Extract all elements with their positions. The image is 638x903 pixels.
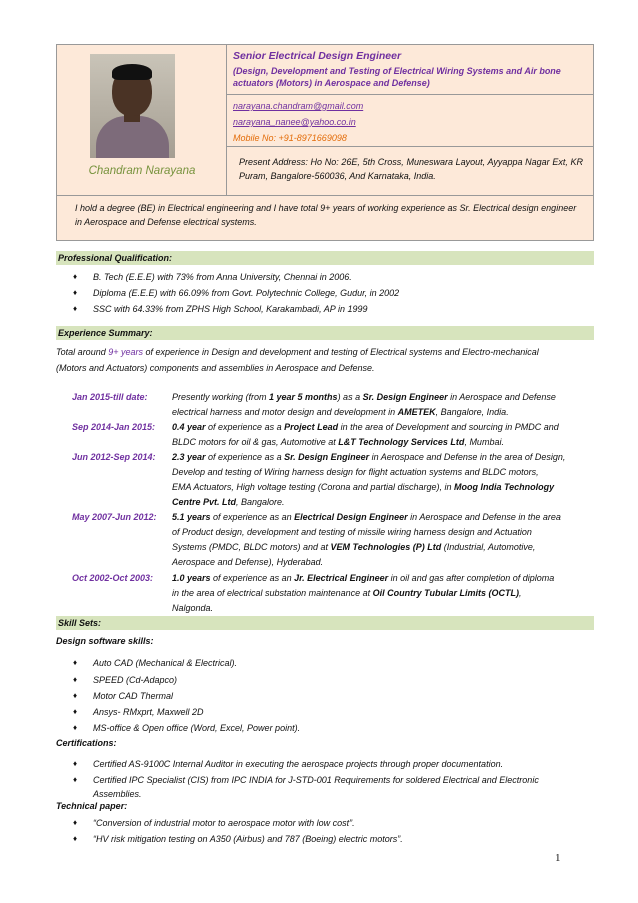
- bullet-icon: ♦: [73, 707, 78, 716]
- candidate-name: Chandram Narayana: [88, 165, 196, 177]
- qualification-heading: Professional Qualification:: [56, 251, 594, 265]
- profile-summary: I hold a degree (BE) in Electrical engineering and I have total 9+ years of working experience as Sr. Electrical design engineer in Aerospace and Defense electrical systems.: [57, 195, 593, 240]
- entry-date: May 2007-Jun 2012:: [72, 512, 157, 522]
- page-number: 1: [555, 852, 561, 864]
- bullet-icon: ♦: [73, 272, 78, 281]
- certifications-heading: Certifications:: [56, 738, 117, 748]
- technical-paper-heading: Technical paper:: [56, 801, 128, 811]
- bullet-icon: ♦: [73, 818, 78, 827]
- bullet-icon: ♦: [73, 658, 78, 667]
- skills-heading: Skill Sets:: [56, 616, 594, 630]
- bullet-icon: ♦: [73, 759, 78, 768]
- bullet-icon: ♦: [73, 834, 78, 843]
- contact-cell: [227, 95, 593, 147]
- design-skills-heading: Design software skills:: [56, 636, 154, 646]
- entry-description: 2.3 year of experience as a Sr. Design Engineer in Aerospace and Defense in the area of Design, Develop and testing of Wiring harness design for flight actuation systems and BLDC motors, EMA Actuators, High voltage testing (Corona and partial discharge), in Moog India Technology Centre Pvt. Ltd, Bangalore.: [172, 452, 566, 507]
- entry-description: 0.4 year of experience as a Project Lead in the area of Development and sourcing in PMDC and BLDC motors for oil & gas, Automotive at L&T Technology Services Ltd, Mumbai.: [172, 422, 559, 447]
- bullet-icon: ♦: [73, 304, 78, 313]
- bullet-icon: ♦: [73, 775, 78, 784]
- entry-date: Jan 2015-till date:: [72, 392, 148, 402]
- resume-page: Chandram Narayana Senior Electrical Design Engineer (Design, Development and Testing of Electrical Wiring Systems and Air bone actuators (Motors) in Aerospace and Defense) narayana.chandram@gmail.com narayana_nanee@yahoo.co.in Mobile No: +91-8971669098 Present Address: Ho No: 26E, 5th Cross, Muneswara Layout, Ayyappa Nagar Ext, KR Puram, Bangalore-560036, And Karnataka, India. I hold a degree (BE) in Electrical engineering and I have total 9+ years of working experience as Sr. Electrical design engineer in Aerospace and Defense electrical systems. Professional Qualification: ♦ B. Tech (E.E.E) with 73% from Anna University, Chennai in 2006. ♦ Diploma (E.E.E) with 66.09% from Govt. Polytechnic College, Gudur, in 2002 ♦ SSC with 64.33% from ZPHS High School, Karakambadi, AP in 1999 Experience Summary: Total around 9+ years of experience in Design and development and testing of Electrical systems and Electro-mechanical (Motors and Actuators) components and assemblies in Aerospace and Defense. Jan 2015-till date: Presently working (from 1 year 5 months) as a Sr. Design Engineer in Aerospace and Defense electrical harness and motor design and development in AMETEK, Bangalore, India. Sep 2014-Jan 2015: 0.4 year of experience as a Project Lead in the area of Development and sourcing in PMDC and BLDC motors for oil & gas, Automotive at L&T Technology Services Ltd, Mumbai. Jun 2012-Sep 2014: 2.3 year of experience as a Sr. Design Engineer in Aerospace and Defense in the area of Design, Develop and testing of Wiring harness design for flight actuation systems and BLDC motors, EMA Actuators, High voltage testing (Corona and partial discharge), in Moog India Technology Centre Pvt. Ltd, Bangalore. May 2007-Jun 2012: 5.1 years of experience as an Electrical Design Engineer in Aerospace and Defense in the area of Product design, development and testing of missile wiring harness design and Actuation Systems (PMDC, BLDC motors) and at VEM Technologies (P) Ltd (Industrial, Automotive, Aerospace and Defense), Hyderabad. Oct 2002-Oct 2003: 1.0 years of experience as an Jr. Electrical Engineer in oil and gas after completion of diploma in the area of electrical substation maintenance at Oil Country Tubular Limits (OCTL), Nalgonda. Skill Sets: Design software skills: ♦ Auto CAD (Mechanical & Electrical). ♦ SPEED (Cd-Adapco) ♦ Motor CAD Thermal ♦ Ansys- RMxprt, Maxwell 2D ♦ MS-office & Open office (Word, Excel, Power point). Certifications: ♦ Certified AS-9100C Internal Auditor in executing the aerospace projects through proper documentation. ♦ Certified IPC Specialist (CIS) from IPC INDIA for J-STD-001 Requirements for soldered Electrical and Electronic Assemblies. Technical paper: ♦ “Conversion of industrial motor to aerospace motor with low cost”. ♦ “HV risk mitigation testing on A350 (Airbus) and 787 (Boeing) electric motors”. 1: [0, 0, 638, 903]
- bullet-icon: ♦: [73, 675, 78, 684]
- entry-date: Sep 2014-Jan 2015:: [72, 422, 156, 432]
- photo-cell: [57, 45, 227, 195]
- entry-date: Jun 2012-Sep 2014:: [72, 452, 156, 462]
- profile-photo: [90, 54, 175, 158]
- bullet-icon: ♦: [73, 288, 78, 297]
- entry-description: 1.0 years of experience as an Jr. Electrical Engineer in oil and gas after completion of diploma in the area of electrical substation maintenance at Oil Country Tubular Limits (OCTL), Nalgonda.: [172, 573, 555, 613]
- title-cell: [227, 45, 593, 95]
- job-title: Senior Electrical Design Engineer: [233, 50, 402, 62]
- experience-heading: Experience Summary:: [56, 326, 594, 340]
- email-link-primary[interactable]: narayana.chandram@gmail.com: [233, 101, 364, 111]
- address: Present Address: Ho No: 26E, 5th Cross, Muneswara Layout, Ayyappa Nagar Ext, KR Puram, Bangalore-560036, And Karnataka, India.: [239, 157, 583, 181]
- email-link-secondary[interactable]: narayana_nanee@yahoo.co.in: [233, 117, 356, 127]
- experience-intro: Total around 9+ years of experience in Design and development and testing of Electrical systems and Electro-mechanical (Motors and Actuators) components and assemblies in Aerospace and Defense.: [56, 347, 539, 373]
- mobile-number: Mobile No: +91-8971669098: [233, 133, 347, 143]
- entry-description: 5.1 years of experience as an Electrical Design Engineer in Aerospace and Defense in the area of Product design, development and testing of missile wiring harness design and Actuation Systems (PMDC, BLDC motors) and at VEM Technologies (P) Ltd (Industrial, Automotive, Aerospace and Defense), Hyderabad.: [172, 512, 561, 567]
- bullet-icon: ♦: [73, 723, 78, 732]
- job-subtitle: (Design, Development and Testing of Electrical Wiring Systems and Air bone actuators (Motors) in Aerospace and Defense): [233, 66, 561, 88]
- bullet-icon: ♦: [73, 691, 78, 700]
- entry-description: Presently working (from 1 year 5 months) as a Sr. Design Engineer in Aerospace and Defense electrical harness and motor design and development in AMETEK, Bangalore, India.: [172, 392, 556, 417]
- entry-date: Oct 2002-Oct 2003:: [72, 573, 154, 583]
- header-box: [56, 44, 594, 241]
